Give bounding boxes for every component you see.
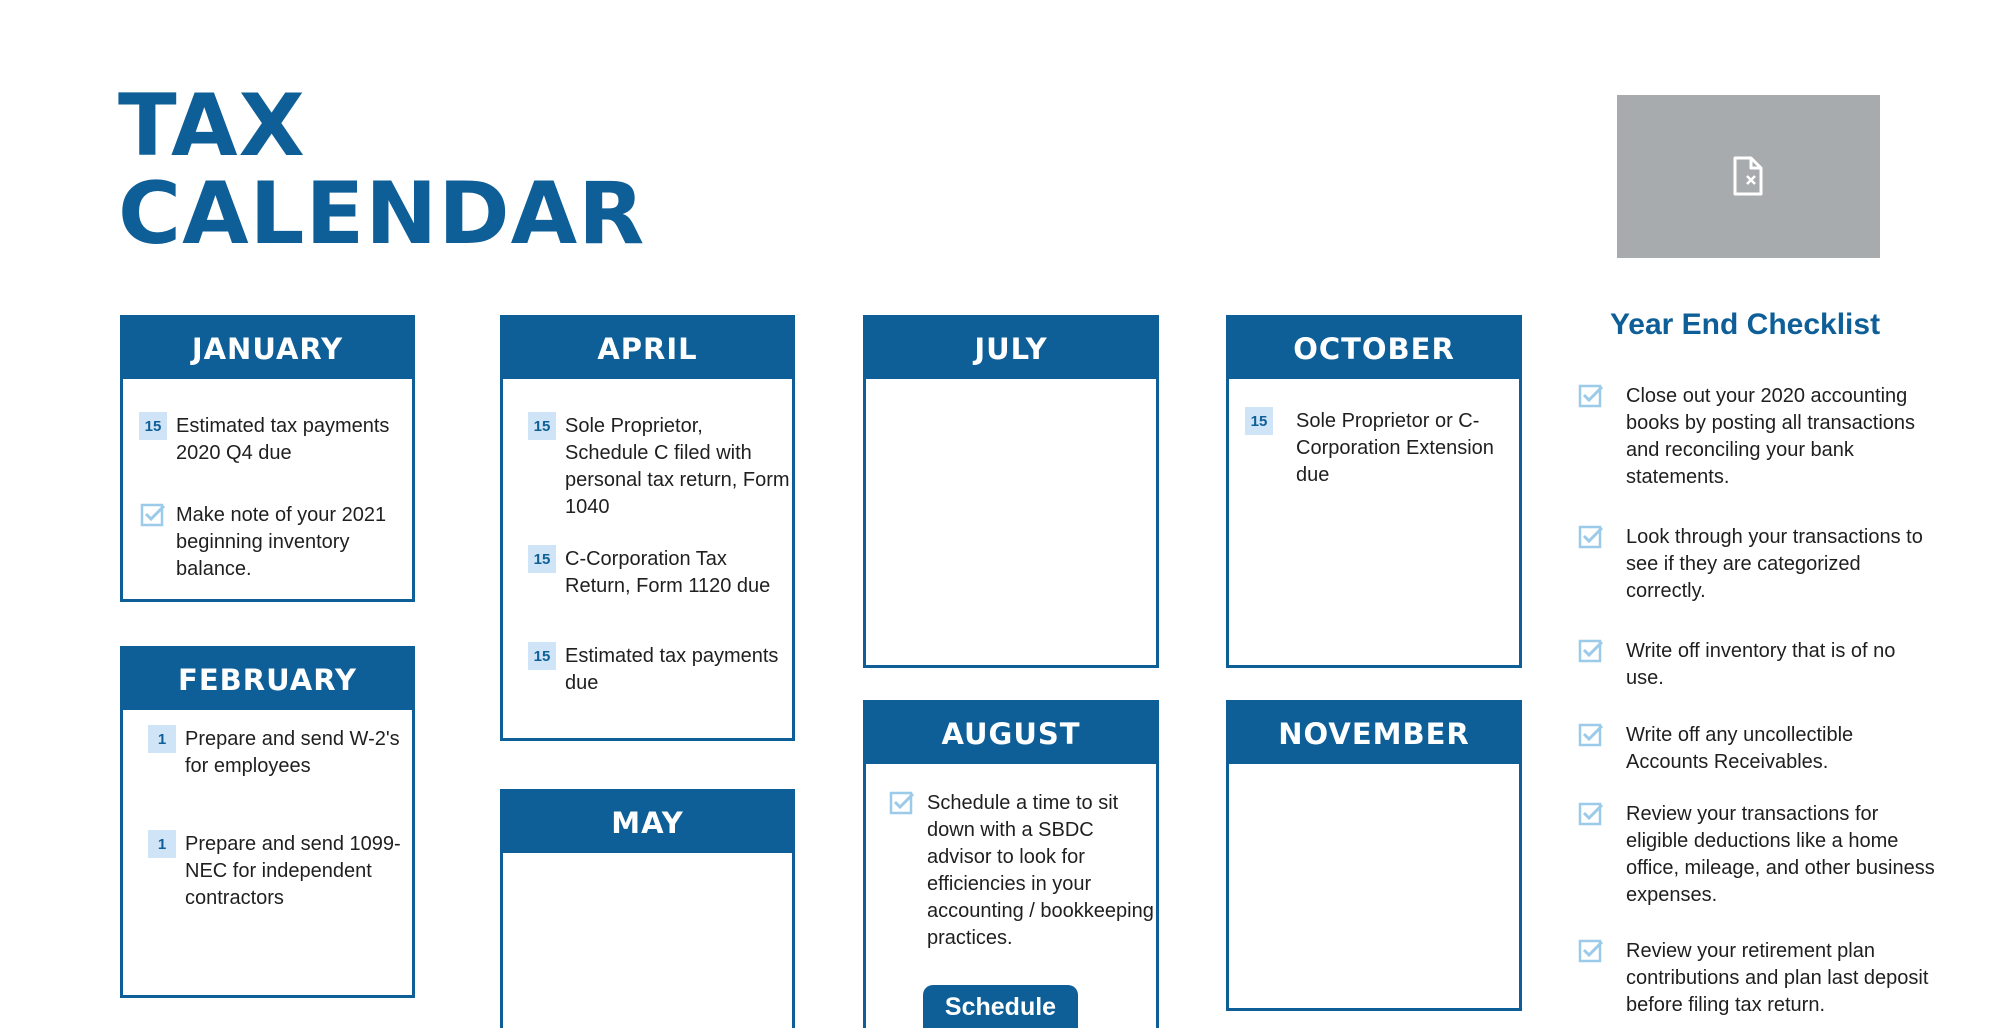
october-entry-1 [1245,408,1517,489]
entry-text: Estimated tax payments due [565,645,779,694]
january-entry-2 [140,502,410,583]
checklist-item [1578,383,1938,491]
april-entry-2 [528,546,790,600]
month-july [863,315,1159,668]
month-header-july: JULY [866,318,1156,379]
date-badge: 15 [528,412,556,440]
checkbox-icon[interactable] [1578,722,1604,748]
checklist-item [1578,722,1938,776]
february-entry-1 [148,726,410,780]
checkbox-icon[interactable] [1578,801,1604,827]
month-header-may: MAY [503,792,792,853]
checkbox-icon [140,502,166,528]
entry-text: Schedule a time to sit down with a SBDC advisor to look for efficiencies in your accounting / bookkeeping practices. [927,792,1154,949]
checklist-item [1578,801,1938,909]
checklist-item [1578,938,1938,1019]
january-entry-1 [139,413,409,467]
date-badge: 1 [148,725,176,753]
month-header-november: NOVEMBER [1229,703,1519,764]
entry-text: Sole Proprietor or C-Corporation Extension due [1296,410,1494,486]
image-placeholder-icon [1729,154,1769,200]
entry-text: C-Corporation Tax Return, Form 1120 due [565,548,771,597]
checklist-item [1578,524,1938,605]
month-april [500,315,795,741]
entry-text: Prepare and send 1099-NEC for independent contractors [185,833,401,909]
month-may [500,789,795,1028]
month-header-april: APRIL [503,318,792,379]
date-badge: 15 [528,545,556,573]
date-badge: 15 [528,642,556,670]
checklist-item-text: Write off any uncollectible Accounts Receivables. [1626,724,1854,773]
checklist-item-text: Look through your transactions to see if they are categorized correctly. [1626,526,1923,602]
month-january [120,315,415,602]
entry-text: Prepare and send W-2's for employees [185,728,400,777]
month-october [1226,315,1522,668]
month-header-august: AUGUST [866,703,1156,764]
title-line-2: CALENDAR [118,164,646,264]
checklist-title: Year End Checklist [1609,308,1881,341]
august-entry-1 [889,790,1154,952]
month-february [120,646,415,998]
date-badge: 15 [139,412,167,440]
checklist-item-text: Review your retirement plan contributions and plan last deposit before filing tax return. [1626,940,1929,1016]
checkbox-icon[interactable] [1578,524,1604,550]
checkbox-icon[interactable] [1578,383,1604,409]
page-title [118,76,646,264]
month-header-october: OCTOBER [1229,318,1519,379]
february-entry-2 [148,831,410,912]
month-november [1226,700,1522,1011]
month-august [863,700,1159,1028]
date-badge: 1 [148,830,176,858]
month-header-january: JANUARY [123,318,412,379]
entry-text: Sole Proprietor, Schedule C filed with personal tax return, Form 1040 [565,415,790,518]
entry-text: Make note of your 2021 beginning inventory balance. [176,504,387,580]
checklist-item-text: Write off inventory that is of no use. [1626,640,1896,689]
image-placeholder[interactable] [1617,95,1880,258]
checklist-item-text: Close out your 2020 accounting books by posting all transactions and reconciling your bank statements. [1626,385,1916,488]
schedule-button[interactable]: Schedule [923,985,1078,1028]
april-entry-1 [528,413,790,521]
date-badge: 15 [1245,407,1273,435]
checklist-item-text: Review your transactions for eligible deductions like a home office, mileage, and other business expenses. [1626,803,1935,906]
month-header-february: FEBRUARY [123,649,412,710]
checklist-item [1578,638,1938,692]
entry-text: Estimated tax payments 2020 Q4 due [176,415,390,464]
checkbox-icon [889,790,915,816]
checkbox-icon[interactable] [1578,938,1604,964]
april-entry-3 [528,643,790,697]
checkbox-icon[interactable] [1578,638,1604,664]
title-line-1: TAX [118,76,306,176]
